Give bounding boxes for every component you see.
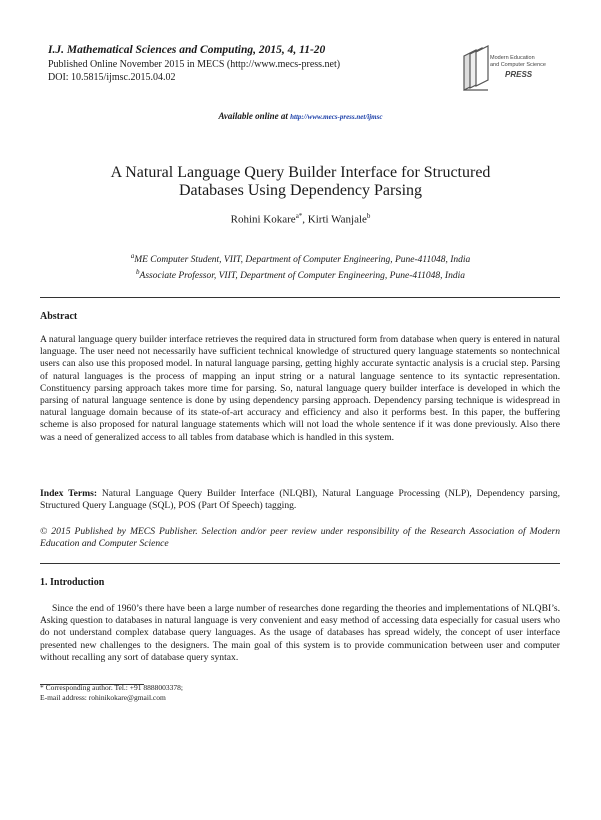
published-line: Published Online November 2015 in MECS (http://www.mecs-press.net) — [48, 59, 341, 70]
affiliation-a: $^a$ME Computer Student, VIIT, Department of Computer Engineering, Pune-411048, India — [130, 252, 471, 266]
footnote-email: E-mail address: rohinikokare@gmail.com — [40, 693, 166, 702]
journal-title: I.J. Mathematical Sciences and Computing, — [48, 44, 256, 56]
books-icon — [464, 46, 488, 90]
footnote-corresponding: * Corresponding author. Tel.: +91 8888003378; — [40, 683, 183, 692]
author-sep: , — [302, 213, 308, 226]
affiliations — [0, 251, 601, 282]
index-terms-text: Natural Language Query Builder Interface (NLQBI), Natural Language Processing (NLP), Dependency parsing, Structured Query Language (SQL), POS (Part Of Speech) tagging. — [40, 488, 560, 512]
doi-line: DOI: 10.5815/ijmsc.2015.04.02 — [48, 72, 176, 83]
logo-line2: and Computer Science — [490, 61, 546, 68]
paper-title — [0, 164, 601, 200]
index-terms — [40, 488, 560, 512]
journal-header — [48, 44, 325, 56]
author-2-sup: b — [366, 212, 371, 220]
availability-prefix: Available online at — [218, 111, 291, 121]
copyright-notice: © 2015 Published by MECS Publisher. Selection and/or peer review under responsibility of the Research Association of Modern Education and Computer Science — [40, 526, 560, 550]
journal-issue: 2015, 4, 11-20 — [255, 44, 326, 56]
logo-line1: Modern Education — [490, 55, 535, 61]
intro-heading: 1. Introduction — [40, 577, 105, 588]
intro-text: Since the end of 1960’s there have been a large number of researches done regarding the theories and implementations of NLQBI’s. Asking question to databases in natural language is very convenient and easy method of accessing data especially for casual users who do not understand complex database query languages. As the usage of databases has spread widely, the concept of user interface presented new challenges to the designers. The main goal of this system is to provide communication between user and computer without recalling any sort of database query syntax. — [40, 603, 560, 663]
authors — [0, 212, 601, 226]
logo-text — [490, 55, 546, 68]
divider-bottom — [40, 563, 560, 564]
author-2: Kirti Wanjale — [307, 213, 367, 226]
journal-url-link[interactable]: http://www.mecs-press.net/ijmsc — [290, 113, 383, 121]
affiliation-b: $^b$Associate Professor, VIIT, Department of Computer Engineering, Pune-411048, India — [136, 267, 465, 281]
author-1-sup: a* — [295, 212, 303, 220]
title-line1: A Natural Language Query Builder Interface for Structured — [110, 164, 491, 181]
availability-line — [0, 111, 601, 121]
title-line2: Databases Using Dependency Parsing — [178, 182, 423, 199]
author-1: Rohini Kokare — [230, 213, 296, 226]
divider-top — [40, 297, 560, 298]
abstract-heading: Abstract — [40, 311, 78, 322]
logo-press: PRESS — [505, 70, 533, 79]
abstract-text: A natural language query builder interface retrieves the required data in structured form from database when query is entered in natural language. The user need not necessarily have sufficient technical knowledge of structured query language statements so nontechnical users can also use this proposed model. In natural language parsing, getting highly accurate syntactic analysis is a crucial step. Parsing of natural languages is the process of mapping an input string or a natural language sentence to its syntactic representation. Constituency parsing approach takes more time for parsing. So, natural language query builder interface is developed in which the parsing of natural language sentence is done by using dependency parsing approach. Dependency parsing technique is widespread in natural language domain because of its state-of-art accuracy and efficiency and also it performs best. In this paper, the buffering scheme is also proposed for natural language statements which will not load the whole sentence if it was done previously. Also there was a need of generalized access to all tables from database which is handled in this system. — [40, 334, 560, 443]
index-terms-label: Index Terms: — [40, 488, 98, 499]
